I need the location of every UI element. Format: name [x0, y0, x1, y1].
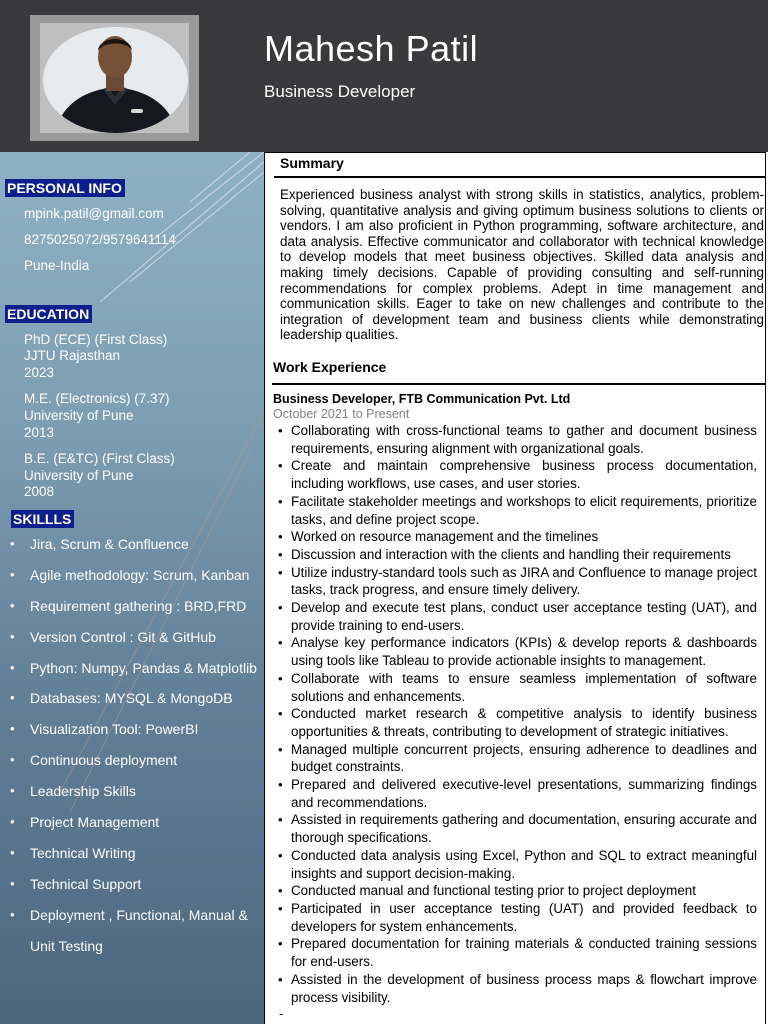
- personal-info-heading: PERSONAL INFO: [5, 179, 125, 197]
- summary-heading: Summary: [280, 155, 344, 171]
- skill-item: • Deployment , Functional, Manual &: [10, 906, 257, 937]
- skill-item: • Python: Numpy, Pandas & Matplotlib: [10, 659, 257, 690]
- education-year: 2013: [24, 425, 55, 440]
- email-text: mpink.patil@gmail.com: [24, 206, 164, 221]
- duty-item: • Create and maintain comprehensive business process documentation, including workflows, use cases, and user stories.: [277, 457, 757, 492]
- duty-item: • Prepared and delivered executive-level presentations, summarizing findings and recommendations.: [277, 776, 757, 811]
- skill-item-continued: Unit Testing: [30, 937, 103, 954]
- duty-item: • Assisted in the development of business process maps & flowchart improve process visibility.: [277, 971, 757, 1006]
- job-dates: October 2021 to Present: [273, 407, 410, 421]
- duties-list: [277, 422, 757, 1006]
- skills-heading: SKILLLS: [11, 510, 74, 528]
- sidebar: [0, 152, 264, 1024]
- skill-item: • Leadership Skills: [10, 782, 257, 813]
- duty-item: • Conducted data analysis using Excel, Python and SQL to extract meaningful insights and support decision-making.: [277, 847, 757, 882]
- candidate-role: Business Developer: [264, 82, 416, 101]
- education-degree: PhD (ECE) (First Class): [24, 332, 168, 347]
- education-institution: University of Pune: [24, 408, 134, 423]
- duty-item: • Analyse key performance indicators (KPIs) & develop reports & dashboards using tools like Tableau to provide actionable insights to management.: [277, 634, 757, 669]
- duty-item: • Develop and execute test plans, conduct user acceptance testing (UAT), and provide training to end-users.: [277, 599, 757, 634]
- profile-photo: [43, 27, 188, 133]
- location-text: Pune-India: [24, 258, 90, 273]
- skill-item: • Technical Support: [10, 875, 257, 906]
- education-institution: University of Pune: [24, 468, 134, 483]
- resume-header: [0, 0, 768, 152]
- duty-item: • Worked on resource management and the timelines: [277, 528, 757, 546]
- main-content: [264, 152, 766, 1024]
- person-portrait-icon: [43, 27, 188, 133]
- skill-item: • Databases: MYSQL & MongoDB: [10, 689, 257, 720]
- duty-item: • Collaborate with teams to ensure seamless implementation of software solutions and enhancements.: [277, 670, 757, 705]
- work-experience-divider: [272, 383, 766, 385]
- skill-item: • Jira, Scrum & Confluence: [10, 535, 257, 566]
- duty-item: • Facilitate stakeholder meetings and workshops to elicit requirements, prioritize tasks, and define project scope.: [277, 493, 757, 528]
- skill-item: • Technical Writing: [10, 844, 257, 875]
- duty-item: • Prepared documentation for training materials & conducted training sessions for end-users.: [277, 935, 757, 970]
- job-title: Business Developer, FTB Communication Pvt. Ltd: [273, 392, 571, 406]
- summary-divider: [274, 176, 766, 178]
- candidate-name: Mahesh Patil: [264, 28, 479, 69]
- education-institution: JJTU Rajasthan: [24, 348, 121, 363]
- education-heading: EDUCATION: [5, 305, 92, 323]
- education-degree: M.E. (Electronics) (7.37): [24, 391, 170, 406]
- duty-item: • Participated in user acceptance testing (UAT) and provided feedback to developers for system enhancements.: [277, 900, 757, 935]
- profile-photo-mat: [40, 23, 189, 133]
- duty-item: • Conducted market research & competitive analysis to identify business opportunities & threats, contributing to development of strategic initiatives.: [277, 705, 757, 740]
- work-experience-heading: Work Experience: [273, 359, 387, 375]
- duty-item: • Managed multiple concurrent projects, ensuring adherence to deadlines and budget constraints.: [277, 741, 757, 776]
- skill-item: • Agile methodology: Scrum, Kanban: [10, 566, 257, 597]
- summary-text: Experienced business analyst with strong skills in statistics, analytics, problem-solving, quantitative analysis and giving optimum business solutions to clients or vendors. I am also proficient in Python programming, software architecture, and data analysis. Effective communicator and collaborator with technical knowledge to develop models that meet business objectives. Skilled data analysis and making timely decisions. Capable of providing consulting and self-running recommendations for complex problems. Adept in time management and communication skills. Eager to take on new challenges and contribute to the integration of development team and business clients while demonstrating leadership qualities.: [280, 187, 764, 343]
- duty-item: • Discussion and interaction with the clients and handling their requirements: [277, 546, 757, 564]
- duty-item: • Utilize industry-standard tools such as JIRA and Confluence to manage project tasks, track progress, and ensure timely delivery.: [277, 564, 757, 599]
- duty-item: • Assisted in requirements gathering and documentation, ensuring accurate and thorough specifications.: [277, 811, 757, 846]
- skill-item: • Project Management: [10, 813, 257, 844]
- education-year: 2008: [24, 484, 55, 499]
- trailing-dash: -: [279, 1006, 284, 1021]
- profile-photo-frame: [30, 15, 199, 141]
- phone-text: 8275025072/9579641114: [24, 232, 176, 247]
- skills-list: [10, 535, 257, 967]
- skill-item: • Visualization Tool: PowerBI: [10, 720, 257, 751]
- duty-item: • Conducted manual and functional testing prior to project deployment: [277, 882, 757, 900]
- skill-item: • Version Control : Git & GitHub: [10, 628, 257, 659]
- skill-item: • Continuous deployment: [10, 751, 257, 782]
- education-degree: B.E. (E&TC) (First Class): [24, 451, 175, 466]
- skill-item: • Requirement gathering : BRD,FRD: [10, 597, 257, 628]
- duty-item: • Collaborating with cross-functional teams to gather and document business requirements, ensuring alignment with organizational goals.: [277, 422, 757, 457]
- education-year: 2023: [24, 365, 55, 380]
